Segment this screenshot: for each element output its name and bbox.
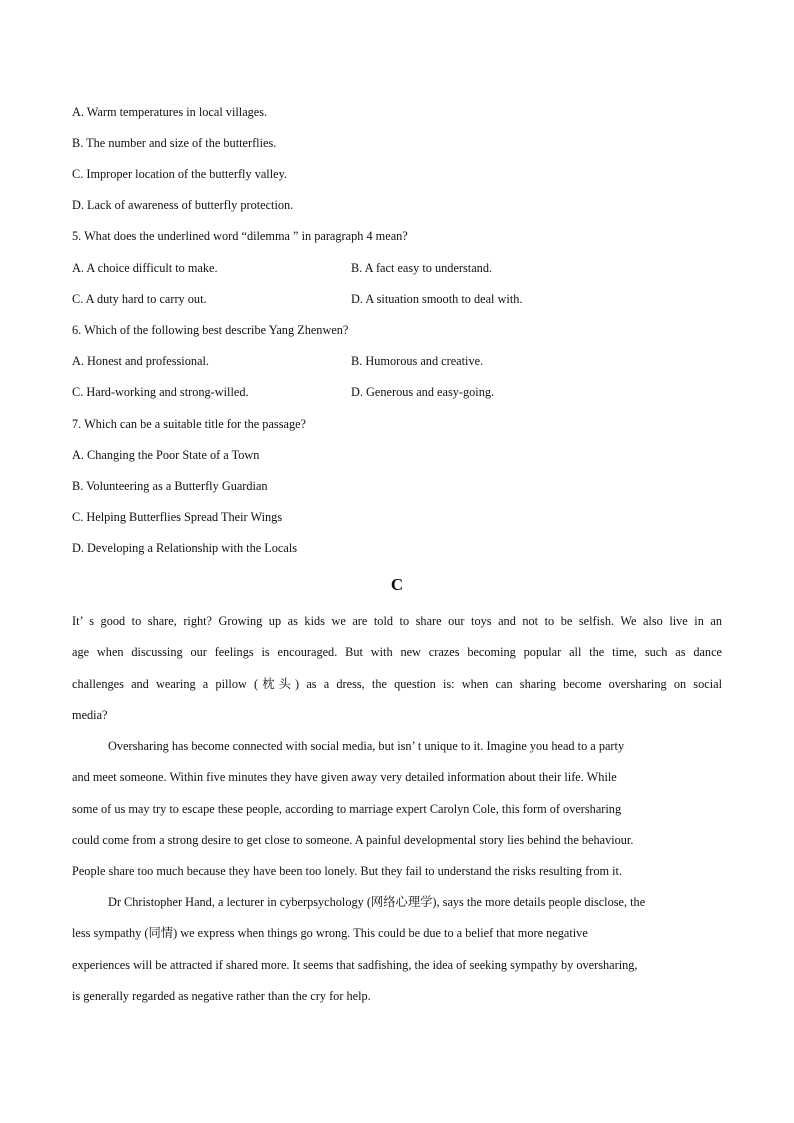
paragraph-line: Dr Christopher Hand, a lecturer in cyberpsychology (网络心理学), says the more details people disclose, the	[108, 895, 646, 909]
paragraph-line: less sympathy (同情) we express when things go wrong. This could be due to a belief that more negative	[72, 926, 588, 941]
q7-option-b: B. Volunteering as a Butterfly Guardian	[72, 479, 268, 493]
passage-paragraph-1	[72, 613, 722, 738]
q5-question: 5. What does the underlined word “dilemma ” in paragraph 4 mean?	[72, 229, 408, 243]
paragraph-line: media?	[72, 707, 108, 722]
section-heading: C	[390, 575, 404, 594]
q6-question: 6. Which of the following best describe Yang Zhenwen?	[72, 323, 349, 337]
passage-paragraph-2	[72, 738, 722, 894]
paragraph-line: experiences will be attracted if shared more. It seems that sadfishing, the idea of seeking sympathy by oversharing,	[72, 957, 638, 972]
q7-question: 7. Which can be a suitable title for the passage?	[72, 417, 307, 431]
paragraph-line: and meet someone. Within five minutes they have given away very detailed information about their life. While	[72, 770, 617, 785]
paragraph-line: People share too much because they have been too lonely. But they fail to understand the risks resulting from it.	[72, 864, 623, 879]
paragraph-line: age when discussing our feelings is encouraged. But with new crazes becoming popular all the time, such as dance	[72, 645, 722, 660]
paragraph-line: is generally regarded as negative rather than the cry for help.	[72, 988, 371, 1003]
paragraph-line: could come from a strong desire to get close to someone. A painful developmental story lies behind the behaviour.	[72, 832, 634, 847]
q6-option-b: B. Humorous and creative.	[351, 354, 484, 368]
q6-option-c: C. Hard-working and strong-willed.	[72, 385, 249, 399]
paragraph-line: challenges and wearing a pillow (枕头) as a dress, the question is: when can sharing become oversharing on social	[72, 676, 722, 691]
passage-paragraph-3	[72, 894, 722, 1019]
q4-option-a: A. Warm temperatures in local villages.	[72, 105, 268, 119]
paragraph-line: It’ s good to share, right? Growing up as kids we are told to share our toys and not to be selfish. We also live in an	[72, 614, 722, 628]
q4-option-b: B. The number and size of the butterflies.	[72, 136, 277, 150]
q5-option-a: A. A choice difficult to make.	[72, 261, 218, 275]
q6-option-d: D. Generous and easy-going.	[351, 385, 495, 399]
q5-option-b: B. A fact easy to understand.	[351, 261, 493, 275]
q6-option-a: A. Honest and professional.	[72, 354, 209, 368]
q7-option-a: A. Changing the Poor State of a Town	[72, 448, 260, 462]
paragraph-line: Oversharing has become connected with social media, but isn’ t unique to it. Imagine you head to a party	[108, 739, 625, 753]
q5-option-c: C. A duty hard to carry out.	[72, 292, 207, 306]
q5-option-d: D. A situation smooth to deal with.	[351, 292, 523, 306]
q7-option-d: D. Developing a Relationship with the Locals	[72, 541, 298, 555]
q7-option-c: C. Helping Butterflies Spread Their Wings	[72, 510, 283, 524]
paragraph-line: some of us may try to escape these people, according to marriage expert Carolyn Cole, this form of oversharing	[72, 801, 622, 816]
q4-option-c: C. Improper location of the butterfly valley.	[72, 167, 288, 181]
q4-option-d: D. Lack of awareness of butterfly protection.	[72, 198, 294, 212]
